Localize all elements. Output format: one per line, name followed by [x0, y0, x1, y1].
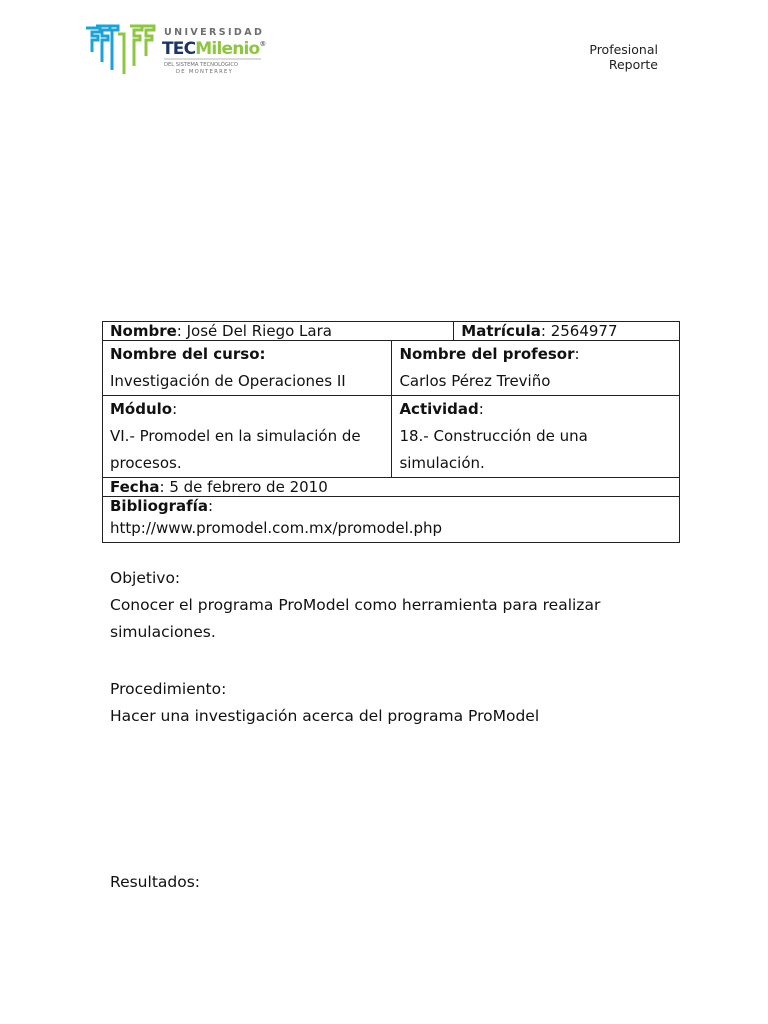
cell-profesor [392, 341, 680, 396]
header-right-text [589, 42, 658, 72]
actividad-label: Actividad [399, 400, 479, 418]
modulo-colon: : [172, 400, 178, 418]
resultados-section [110, 869, 200, 896]
cell-bibliografia [103, 497, 680, 543]
logo-line-sistema: DEL SISTEMA TECNOLÓGICO [164, 62, 239, 68]
objetivo-heading: Objetivo: [110, 569, 181, 587]
table-row-curso [103, 341, 680, 396]
table-row-nombre [103, 322, 680, 341]
table-row-bibliografia [103, 497, 680, 543]
logo-line-universidad: UNIVERSIDAD [164, 27, 265, 38]
matricula-value: : 2564977 [540, 322, 618, 340]
tecmilenio-emblem-icon [84, 22, 156, 76]
fecha-label: Fecha [110, 478, 160, 496]
profesor-value: Carlos Pérez Treviño [399, 372, 551, 390]
procedimiento-section [110, 676, 670, 730]
curso-label: Nombre del curso: [110, 345, 266, 363]
objetivo-text: Conocer el programa ProModel como herramienta para realizar simulaciones. [110, 596, 601, 641]
cell-curso [103, 341, 392, 396]
actividad-colon: : [478, 400, 484, 418]
nombre-value: : José Del Riego Lara [176, 322, 332, 340]
student-info-table [102, 321, 680, 543]
fecha-value: : 5 de febrero de 2010 [159, 478, 328, 496]
bibliografia-link[interactable]: http://www.promodel.com.mx/promodel.php [110, 519, 443, 537]
university-logo [84, 22, 274, 78]
header-profesional: Profesional [589, 42, 658, 57]
modulo-value: VI.- Promodel en la simulación de procesos. [110, 427, 361, 472]
cell-fecha [103, 478, 680, 497]
logo-line-tecmilenio: TECMilenio® [162, 39, 266, 59]
table-row-fecha [103, 478, 680, 497]
cell-matricula [454, 322, 680, 341]
cell-actividad [392, 396, 680, 478]
bibliografia-label: Bibliografía [110, 497, 208, 515]
modulo-label: Módulo [110, 400, 173, 418]
cell-modulo [103, 396, 392, 478]
objetivo-section [110, 565, 650, 646]
logo-line-monterrey: DE MONTERREY [176, 69, 234, 75]
tecmilenio-wordmark [162, 24, 274, 76]
cell-nombre [103, 322, 454, 341]
procedimiento-heading: Procedimiento: [110, 680, 227, 698]
nombre-label: Nombre [110, 322, 177, 340]
header-reporte: Reporte [608, 57, 658, 72]
resultados-heading: Resultados: [110, 873, 201, 891]
profesor-label: Nombre del profesor [399, 345, 575, 363]
actividad-value: 18.- Construcción de una simulación. [399, 427, 588, 472]
curso-value: Investigación de Operaciones II [110, 372, 346, 390]
profesor-colon: : [574, 345, 580, 363]
procedimiento-text: Hacer una investigación acerca del programa ProModel [110, 707, 540, 725]
matricula-label: Matrícula [461, 322, 541, 340]
table-row-modulo [103, 396, 680, 478]
bibliografia-colon: : [207, 497, 214, 515]
